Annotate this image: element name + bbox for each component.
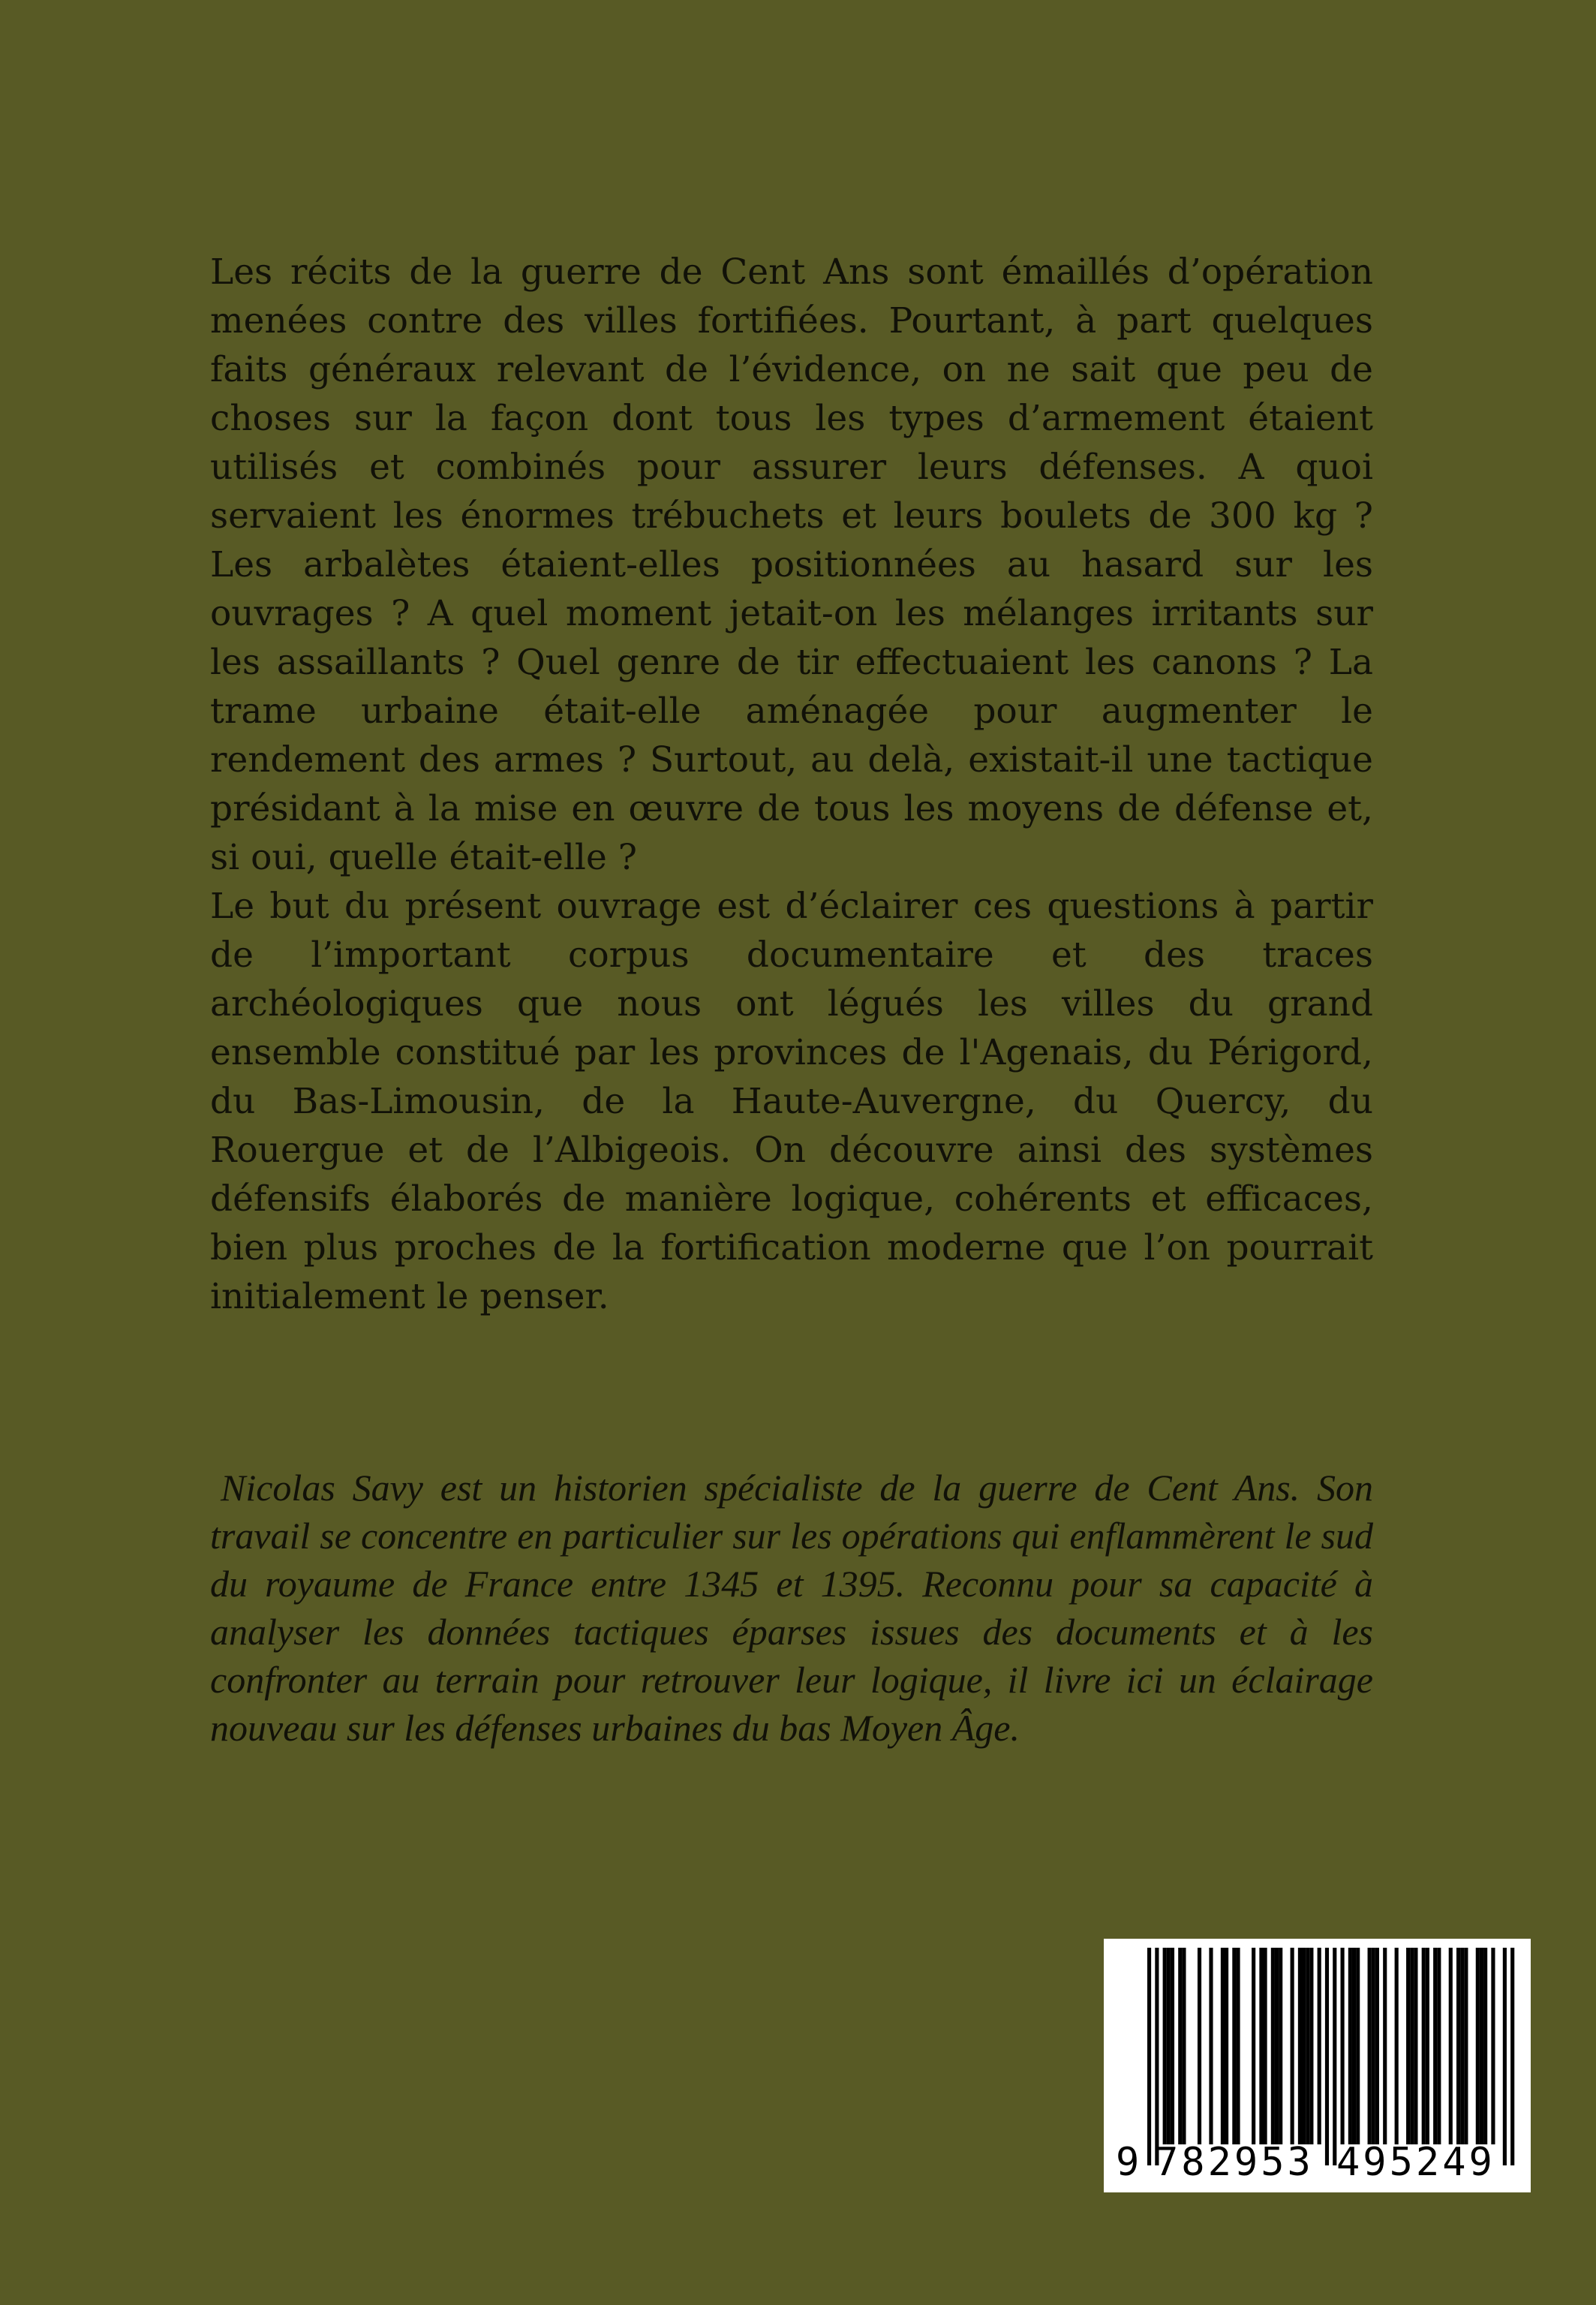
barcode-bar <box>1395 1948 1399 2144</box>
isbn-first-digit: 9 <box>1116 2140 1141 2185</box>
barcode-bar <box>1147 1948 1151 2165</box>
barcode-bar <box>1406 1948 1410 2144</box>
barcode-bar <box>1209 1948 1213 2144</box>
barcode-bar <box>1460 1948 1464 2144</box>
barcode-bar <box>1225 1948 1228 2144</box>
barcode-bar <box>1232 1948 1236 2144</box>
barcode-bar <box>1414 1948 1417 2144</box>
barcode-bar <box>1341 1948 1345 2144</box>
barcode-bar <box>1476 1948 1480 2144</box>
barcode-bar <box>1182 1948 1186 2144</box>
barcode-bar <box>1372 1948 1375 2144</box>
barcode-bar <box>1163 1948 1167 2144</box>
barcode-bar <box>1333 1948 1336 2165</box>
barcode-bar <box>1178 1948 1182 2144</box>
barcode-bar <box>1426 1948 1429 2144</box>
blurb-paragraph-1: Les récits de la guerre de Cent Ans sont émaillés d’opération menées contre des villes fortifiées. Pourtant, à part quelques faits généraux relevant de l’évidence, on ne sait que peu de choses sur la façon dont tous les types d’armement étaient utilisés et combinés pour assurer leurs défenses. A quoi servaient les énormes trébuchets et leurs boulets de 300 kg ? Les arbalètes étaient-elles positionnées au hasard sur les ouvrages ? A quel moment jetait-on les mélanges irritants sur les assaillants ? Quel genre de tir effectuaient les canons ? La trame urbaine était-elle aménagée pour augmenter le rendement des armes ? Surtout, au delà, existait-il une tactique présidant à la mise en œuvre de tous les moyens de défense et, si oui, quelle était-elle ? <box>210 251 1373 878</box>
barcode-bar <box>1259 1948 1263 2144</box>
barcode-bar <box>1480 1948 1483 2144</box>
barcode-bar <box>1325 1948 1329 2165</box>
barcode-bar <box>1221 1948 1225 2144</box>
barcode-bar <box>1298 1948 1302 2144</box>
book-blurb <box>210 248 1373 1321</box>
barcode-bar <box>1437 1948 1441 2144</box>
barcode-bar <box>1167 1948 1171 2144</box>
isbn-group-1: 782953 <box>1155 2140 1314 2185</box>
barcode-bar <box>1483 1948 1487 2144</box>
barcode-bar <box>1456 1948 1460 2144</box>
barcode-bar <box>1291 1948 1294 2144</box>
barcode-bar <box>1375 1948 1379 2144</box>
barcode-bar <box>1368 1948 1372 2144</box>
barcode-bar <box>1264 1948 1267 2144</box>
barcode-bar <box>1306 1948 1309 2144</box>
barcode-bar <box>1503 1948 1507 2165</box>
barcode-bar <box>1410 1948 1414 2144</box>
author-bio: Nicolas Savy est un historien spécialiste de la guerre de Cent Ans. Son travail se concentre en particulier sur les opérations qui enflammèrent le sud du royaume de France entre 1345 et 1395. Reconnu pour sa capacité à analyser les données tactiques éparses issues des documents et à les confronter au terrain pour retrouver leur logique, il livre ici un éclairage nouveau sur les défenses urbaines du bas Moyen Âge. <box>210 1467 1373 1749</box>
barcode-bar <box>1348 1948 1352 2144</box>
barcode-bar <box>1302 1948 1306 2144</box>
barcode-bar <box>1449 1948 1453 2144</box>
barcode-bar <box>1198 1948 1201 2144</box>
barcode-bar <box>1422 1948 1426 2144</box>
barcode-bar <box>1383 1948 1387 2144</box>
barcode-bar <box>1318 1948 1321 2144</box>
barcode-bar <box>1309 1948 1313 2144</box>
barcode-bar <box>1464 1948 1468 2144</box>
barcode-bar <box>1275 1948 1279 2144</box>
barcode-bar <box>1356 1948 1360 2144</box>
barcode-bar <box>1491 1948 1495 2144</box>
isbn-barcode <box>1104 1939 1531 2192</box>
barcode-bar <box>1236 1948 1240 2144</box>
barcode-bar <box>1279 1948 1282 2144</box>
barcode-bar <box>1155 1948 1159 2165</box>
barcode-bar <box>1433 1948 1437 2144</box>
barcode-bar <box>1252 1948 1255 2144</box>
barcode-bar <box>1271 1948 1275 2144</box>
blurb-paragraph-2: Le but du présent ouvrage est d’éclairer ces questions à partir de l’important corpus documentaire et des traces archéologiques que nous ont légués les villes du grand ensemble constitué par les provinces de l'Agenais, du Périgord, du Bas-Limousin, de la Haute-Auvergne, du Quercy, du Rouergue et de l’Albigeois. On découvre ainsi des systèmes défensifs élaborés de manière logique, cohérents et efficaces, bien plus proches de la fortification moderne que l’on pourrait initialement le penser. <box>210 886 1373 1317</box>
isbn-group-2: 495249 <box>1336 2140 1495 2185</box>
barcode-bar <box>1352 1948 1356 2144</box>
barcode-bar <box>1510 1948 1514 2165</box>
barcode-bar <box>1171 1948 1174 2144</box>
